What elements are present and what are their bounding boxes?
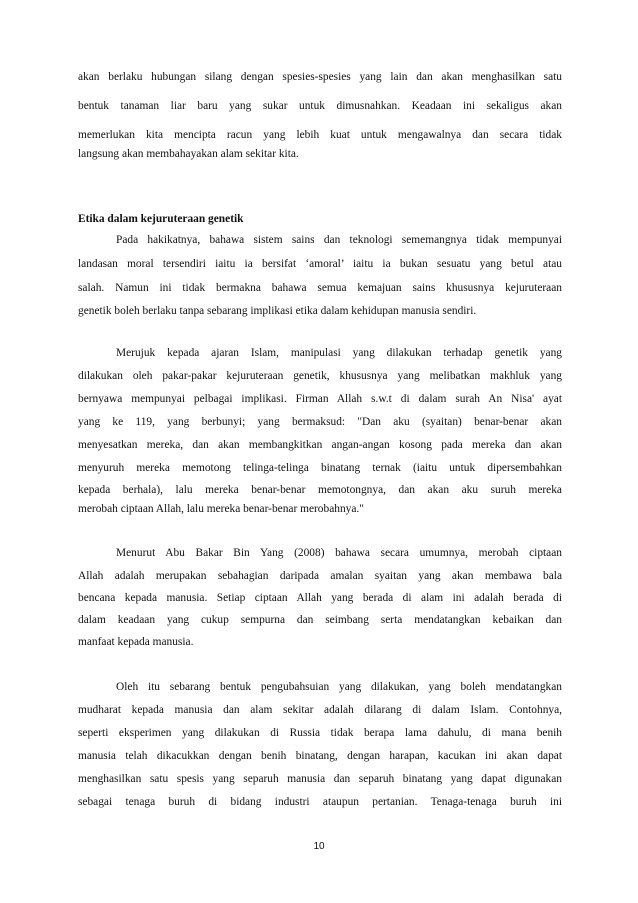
text-line: bencana kepada manusia. Setiap ciptaan Allah yang berada di alam ini adalah berada di (78, 592, 562, 604)
section-heading: Etika dalam kejuruteraan genetik (78, 213, 244, 225)
text-line: memerlukan kita mencipta racun yang lebih kuat untuk mengawalnya dan secara tidak (78, 129, 562, 141)
text-line: seperti eksperimen yang dilakukan di Russia tidak berapa lama dahulu, di mana benih (78, 727, 562, 739)
text-line: salah. Namun ini tidak bermakna bahawa semua kemajuan sains khususnya kejuruteraan (78, 282, 562, 294)
text-line: mudharat kepada manusia dan alam sekitar adalah dilarang di dalam Islam. Contohnya, (78, 704, 562, 716)
text-line: genetik boleh berlaku tanpa sebarang implikasi etika dalam kehidupan manusia sendiri. (78, 305, 477, 317)
text-line: akan berlaku hubungan silang dengan spesies-spesies yang lain dan akan menghasilkan satu (78, 71, 562, 83)
text-line: Allah adalah merupakan sebahagian daripada amalan syaitan yang akan membawa bala (78, 570, 562, 582)
text-line: Oleh itu sebarang bentuk pengubahsuian yang dilakukan, yang boleh mendatangkan (116, 681, 562, 693)
text-line: yang ke 119, yang berbunyi; yang bermaksud: "Dan aku (syaitan) benar-benar akan (78, 416, 562, 428)
text-line: menyesatkan mereka, dan akan membangkitkan angan-angan kosong pada mereka dan akan (78, 439, 562, 451)
text-line: dilakukan oleh pakar-pakar kejuruteraan genetik, khususnya yang melibatkan makhluk yang (78, 370, 562, 382)
page-number: 10 (313, 841, 325, 852)
text-line: manfaat kepada manusia. (78, 636, 194, 648)
text-line: menyuruh mereka memotong telinga-telinga binatang ternak (iaitu untuk dipersembahkan (78, 462, 562, 474)
text-line: merobah ciptaan Allah, lalu mereka benar-benar merobahnya." (78, 503, 364, 515)
text-line: menghasilkan satu spesis yang separuh manusia dan separuh binatang yang dapat digunakan (78, 773, 562, 785)
text-line: kepada berhala), lalu mereka benar-benar memotongnya, dan akan aku suruh mereka (78, 484, 562, 496)
text-line: Merujuk kepada ajaran Islam, manipulasi yang dilakukan terhadap genetik yang (116, 347, 562, 359)
text-line: landasan moral tersendiri iaitu ia bersifat ‘amoral’ iaitu ia bukan sesuatu yang betul atau (78, 258, 562, 270)
text-line: Menurut Abu Bakar Bin Yang (2008) bahawa secara umumnya, merobah ciptaan (116, 547, 562, 559)
text-line: bernyawa mempunyai pelbagai implikasi. Firman Allah s.w.t di dalam surah An Nisa' ayat (78, 393, 562, 405)
text-line: Pada hakikatnya, bahawa sistem sains dan teknologi sememangnya tidak mempunyai (116, 234, 562, 246)
text-line: langsung akan membahayakan alam sekitar kita. (78, 148, 299, 160)
text-line: dalam keadaan yang cukup sempurna dan seimbang serta mendatangkan kebaikan dan (78, 614, 562, 626)
text-line: sebagai tenaga buruh di bidang industri ataupun pertanian. Tenaga-tenaga buruh ini (78, 796, 562, 808)
text-line: bentuk tanaman liar baru yang sukar untuk dimusnahkan. Keadaan ini sekaligus akan (78, 100, 562, 112)
text-line: manusia telah dikacukkan dengan benih binatang, dengan harapan, kacukan ini akan dapat (78, 750, 562, 762)
